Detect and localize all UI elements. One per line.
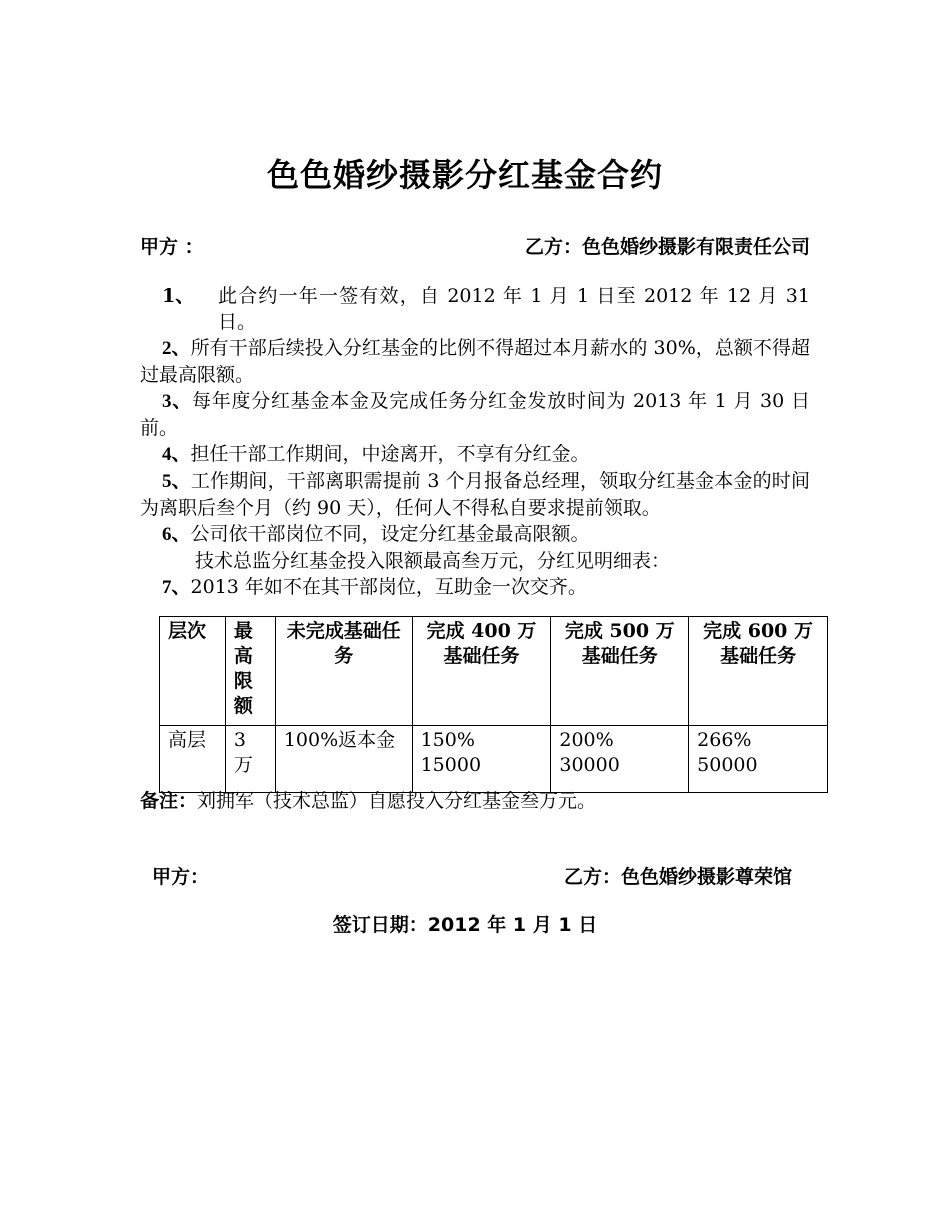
clause-list: [140, 283, 810, 601]
clause-1: 1、 此合约一年一签有效，自 2012 年 1 月 1 日至 2012 年 12 月 31 日。: [162, 285, 810, 333]
clause-2: 2、所有干部后续投入分红基金的比例不得超过本月薪水的 30%，总额不得超过最高限额。: [140, 337, 810, 386]
header-unfinished: 未完成基础任务: [275, 617, 412, 726]
signature-party-a: 甲方：: [152, 866, 210, 888]
document-title: 色色婚纱摄影分红基金合约: [266, 156, 663, 194]
remark-text: 刘拥军（技术总监）自愿投入分红基金叁万元。: [197, 790, 597, 812]
table-row: [160, 726, 828, 793]
signature-party-b: 乙方：色色婚纱摄影尊荣馆: [563, 866, 792, 888]
header-500: 完成 500 万基础任务: [551, 617, 689, 726]
clause-7: 7、2013 年如不在其干部岗位，互助金一次交齐。: [162, 576, 587, 598]
cell-500: 200% 30000: [551, 726, 689, 793]
remark-label: 备注：: [140, 790, 198, 812]
cell-600: 266% 50000: [689, 726, 828, 793]
clause-4: 4、担任干部工作期间，中途离开，不享有分红金。: [162, 443, 590, 465]
signature-parties: [152, 862, 792, 892]
header-600: 完成 600 万基础任务: [689, 617, 828, 726]
remark: [140, 788, 596, 814]
party-b-label: 乙方：色色婚纱摄影有限责任公司: [524, 236, 810, 258]
header-400: 完成 400 万基础任务: [412, 617, 551, 726]
clause-6-detail: 技术总监分红基金投入限额最高叁万元，分红见明细表：: [195, 550, 671, 572]
table-header-row: [160, 617, 828, 726]
signing-date: 签订日期：2012 年 1 月 1 日: [332, 914, 598, 936]
cell-unfinished: 100%返本金: [275, 726, 412, 793]
cell-level: 高层: [160, 726, 226, 793]
cell-400: 150% 15000: [412, 726, 551, 793]
dividend-detail-table: [159, 616, 828, 793]
header-level: 层次: [160, 617, 226, 726]
party-a-label: 甲方 ：: [140, 236, 204, 258]
clause-3: 3、每年度分红基金本金及完成任务分红金发放时间为 2013 年 1 月 30 日前。: [140, 390, 810, 439]
cell-limit: 3 万: [225, 726, 275, 793]
header-limit: 最高限额: [225, 617, 275, 726]
header-parties: [140, 232, 810, 262]
clause-5: 5、工作期间，干部离职需提前 3 个月报备总经理，领取分红基金本金的时间为离职后叁个月（约 90 天），任何人不得私自要求提前领取。: [140, 470, 810, 519]
clause-6: 6、公司依干部岗位不同，设定分红基金最高限额。: [162, 523, 590, 545]
